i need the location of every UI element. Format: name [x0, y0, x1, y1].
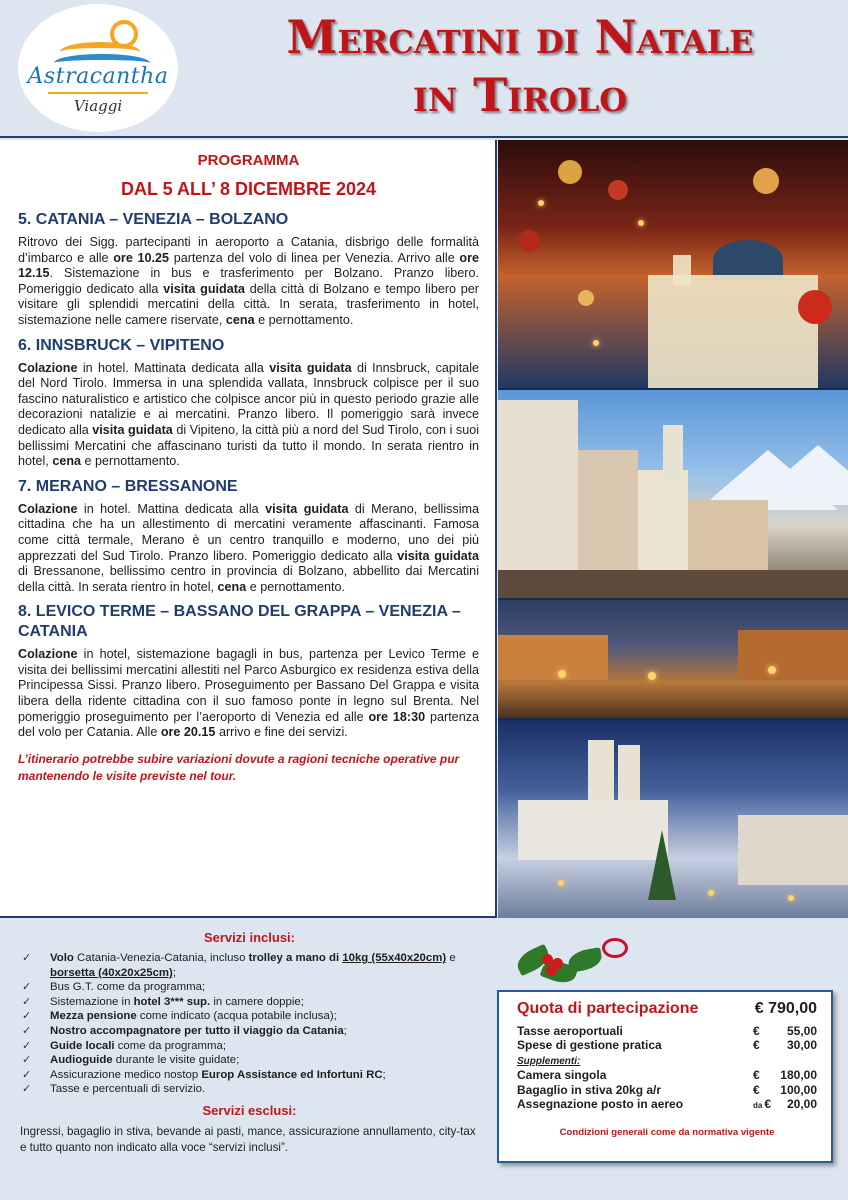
holly-berry-icon: [546, 965, 557, 976]
building-shape: [498, 635, 608, 680]
bold-text: visita guidata: [92, 422, 173, 437]
price-label: Camera singola: [517, 1068, 607, 1083]
building-shape: [578, 450, 638, 570]
price-row: [517, 1024, 817, 1038]
day-description: [18, 361, 479, 470]
text-run: ;: [343, 1024, 347, 1037]
light-shape: [638, 220, 644, 226]
logo-divider: [48, 92, 148, 94]
service-item: [20, 1009, 479, 1024]
light-shape: [593, 340, 599, 346]
price-label: Assegnazione posto in aereo: [517, 1096, 684, 1111]
day-item: [18, 602, 479, 741]
program-heading: PROGRAMMA: [197, 152, 300, 169]
currency-symbol: €: [753, 1068, 760, 1083]
logo-subtitle: Viaggi: [73, 97, 123, 115]
price-amount: 55,00: [786, 1024, 817, 1038]
price-row: [517, 1068, 817, 1082]
price-value: [753, 1024, 817, 1038]
currency-symbol: €: [764, 1096, 772, 1111]
text-run: . Sistemazione in bus e trasferimento per Bolzano. Pranzo libero. Pomeriggio dedicato alla: [18, 266, 479, 296]
bold-text: Colazione: [18, 647, 78, 662]
price-row: [517, 1038, 817, 1052]
text-run: partenza del volo per Catania. Alle: [18, 709, 479, 740]
text-run: Tasse e percentuali di servizio.: [50, 1083, 206, 1096]
text-run: Catania-Venezia-Catania, incluso: [73, 952, 249, 964]
photo-column: [498, 140, 848, 918]
program-dates: DAL 5 ALL’ 8 DICEMBRE 2024: [120, 179, 377, 199]
building-shape: [688, 500, 768, 570]
price-amount: 100,00: [780, 1082, 817, 1097]
itinerary-note: L’itinerario potrebbe subire variazioni dovute a ragioni tecniche operative pur mantenendo le visite previste nel tour.: [18, 751, 460, 783]
day-item: [18, 336, 479, 470]
text-run: e: [446, 952, 456, 964]
price-row: [517, 1083, 817, 1097]
bold-text: Guide locali: [50, 1039, 115, 1052]
bold-text: borsetta (40x20x25cm): [50, 966, 173, 979]
day-title: 5. CATANIA – VENEZIA – BOLZANO: [18, 211, 289, 228]
price-currency: [753, 1068, 760, 1082]
text-run: in camere doppie;: [210, 995, 304, 1008]
text-run: della città di Bolzano e tempo libero per visitare gli splendidi mercatini della città. In serata, trasferimento in hotel, sistemazione nelle camere riservate,: [18, 281, 479, 327]
day-description: [18, 502, 479, 596]
text-run: come indicato (acqua potabile inclusa);: [136, 1010, 337, 1023]
text-run: di Merano, bellissima cittadina che ha un allestimento di mercatini veramente affascinanti. Famosa come città termale, Merano è un centro tranquillo e moderno, uno dei più apprezzati del Sud Tirolo. Pranzo libero. Pomeriggio dedicato alla: [18, 501, 480, 563]
text-run: Sistemazione in: [50, 995, 134, 1008]
service-item: [20, 1039, 479, 1054]
supplements-heading: Supplementi:: [517, 1056, 581, 1068]
price-value: [753, 1038, 817, 1052]
ornament-shape: [798, 290, 832, 324]
service-item: [20, 1068, 479, 1083]
bold-text: visita guidata: [163, 281, 245, 296]
ornament-shape: [518, 230, 540, 252]
tower-shape: [673, 255, 691, 285]
text-run: ;: [172, 966, 177, 979]
price-label: Bagaglio in stiva 20kg a/r: [517, 1082, 662, 1097]
text-run: partenza del volo di linea per Venezia. Arrivo alle: [169, 250, 460, 265]
bold-text: Mezza pensione: [50, 1010, 137, 1023]
bold-text: 10kg (55x40x20cm): [342, 952, 447, 964]
bold-text: Europ Assistance ed Infortuni RC: [201, 1068, 383, 1081]
bold-text: ore 12.15: [18, 250, 479, 281]
service-item: [20, 995, 479, 1010]
price-currency: [753, 1097, 771, 1113]
price-currency: [753, 1024, 760, 1038]
currency-symbol: €: [753, 1038, 760, 1053]
building-shape: [498, 400, 578, 570]
price-amount: 30,00: [786, 1038, 817, 1053]
photo-innsbruck: [498, 390, 848, 598]
bold-text: cena: [225, 312, 255, 327]
text-run: come da programma;: [114, 1039, 226, 1052]
bold-text: trolley a mano di: [248, 952, 343, 964]
header: [0, 0, 848, 138]
building-shape: [648, 275, 818, 388]
building-shape: [738, 630, 848, 680]
supplements-list: [517, 1068, 817, 1113]
service-item: [20, 1024, 479, 1039]
light-shape: [558, 670, 566, 678]
ornament-shape: [558, 160, 582, 184]
bold-text: hotel 3*** sup.: [133, 995, 211, 1008]
price-value: [753, 1068, 817, 1082]
photo-bressanone: [498, 720, 848, 918]
building-shape: [518, 800, 668, 860]
text-run: di Bressanone, bellissimo centro in provincia di Bolzano, abbellito dai Mercatini della città. In serata rientro in hotel,: [18, 564, 479, 594]
price-currency: [753, 1083, 760, 1097]
price-prefix: da: [753, 1100, 763, 1110]
light-shape: [788, 895, 794, 901]
services-included-heading: Servizi inclusi:: [203, 930, 296, 945]
text-run: di Innsbruck, capitale del Nord Tirolo. Immersa in una splendida vallata, Innsbruck colpisce per il suo fascino naturalistico e artistico che colpisce ancor più in questo periodo grazie alle decorazioni natalizie e ai mercatini. Pranzo libero. Il pomeriggio sarà invece dedicato alla: [18, 360, 479, 437]
holly-leaf-icon: [567, 947, 604, 973]
day-item: [18, 210, 479, 329]
bow-icon: [602, 938, 628, 958]
conditions-note: Condizioni generali come da normativa vigente: [559, 1127, 775, 1139]
currency-symbol: €: [753, 1024, 760, 1038]
price-row: [517, 1097, 817, 1113]
text-run: Assicurazione medico nostop: [50, 1068, 202, 1081]
quote-price: € 790,00: [754, 1000, 817, 1017]
quote-label: Quota di partecipazione: [517, 1000, 699, 1017]
dome-shape: [713, 240, 783, 280]
tower-shape: [663, 425, 683, 485]
text-run: e pernottamento.: [81, 454, 180, 469]
page-title: [200, 8, 840, 124]
bold-text: visita guidata: [265, 501, 349, 516]
services-section: [0, 920, 497, 1200]
light-shape: [768, 666, 776, 674]
light-shape: [538, 200, 544, 206]
text-run: Bus G.T. come da programma;: [50, 981, 206, 994]
street-shape: [498, 570, 848, 598]
building-shape: [638, 470, 688, 570]
price-amount: 180,00: [780, 1068, 817, 1083]
price-amount: 20,00: [786, 1096, 817, 1111]
building-shape: [738, 815, 848, 885]
astracantha-logo: [18, 4, 178, 132]
price-value: [753, 1083, 817, 1097]
price-label: Tasse aeroportuali: [517, 1024, 623, 1038]
light-shape: [558, 880, 564, 886]
services-included-list: [20, 951, 479, 1097]
light-shape: [708, 890, 714, 896]
ornament-shape: [578, 290, 594, 306]
text-run: ;: [382, 1068, 386, 1081]
day-description: [18, 235, 479, 329]
price-label: Spese di gestione pratica: [517, 1038, 662, 1053]
text-run: in hotel. Mattinata dedicata alla: [77, 360, 270, 375]
holly-decoration: [508, 932, 638, 992]
title-line-2: in Tirolo: [412, 68, 628, 122]
bold-text: cena: [52, 454, 82, 469]
day-item: [18, 477, 479, 596]
services-excluded-heading: Servizi esclusi:: [202, 1102, 297, 1118]
photo-bolzano-market: [498, 140, 848, 388]
quote-main-row: [517, 1000, 817, 1018]
text-run: di Vipiteno, la città più a nord del Sud Tirolo, con i suoi bellissimi Mercatini che affascinano turisti da tutto il mondo. In serata rientro in hotel,: [18, 422, 480, 469]
day-title: 6. INNSBRUCK – VIPITENO: [18, 336, 225, 354]
bold-text: cena: [217, 579, 247, 594]
text-run: arrivo e fine dei servizi.: [215, 725, 348, 740]
text-run: in hotel, sistemazione bagagli in bus, partenza per Levico Terme e visita dei bellissimi mercatini allestiti nel Parco Asburgico ex residenza estiva della Principessa Sissi. Pranzo libero. Proseguimento per Bassano Del Grappa e visita libera della ridente cittadina con il suo famoso ponte in legno sul Brenta. Nel pomeriggio proseguimento per l’aeroporto di Venezia ed alle: [18, 647, 479, 724]
bold-text: ore 20.15: [160, 725, 216, 740]
quote-box: [497, 990, 833, 1163]
service-item: [20, 1082, 479, 1097]
price-value: [753, 1097, 817, 1113]
christmas-tree-shape: [648, 830, 676, 900]
title-line-1: Mercatini di Natale: [286, 10, 754, 64]
bold-text: Colazione: [18, 360, 78, 375]
bold-text: visita guidata: [397, 548, 479, 563]
service-item: [20, 951, 479, 980]
services-excluded-text: Ingressi, bagaglio in stiva, bevande ai pasti, mance, assicurazione annullamento, city-tax e tutto quanto non indicato alla voce “servizi inclusi”.: [20, 1124, 476, 1154]
mountain-shape: [748, 445, 848, 505]
text-run: e pernottamento.: [246, 579, 345, 594]
bold-text: visita guidata: [269, 360, 352, 375]
text-run: Ritrovo dei Sigg. partecipanti in aeroporto a Catania, disbrigo delle formalità d’imbarco e alle: [18, 235, 479, 265]
bold-text: Colazione: [18, 501, 78, 516]
bold-text: Audioguide: [50, 1054, 113, 1067]
bold-text: ore 10.25: [113, 250, 170, 265]
bold-text: Volo: [50, 952, 74, 964]
service-item: [20, 980, 479, 995]
text-run: durante le visite guidate;: [112, 1054, 240, 1067]
day-description: [18, 647, 479, 741]
ornament-shape: [753, 168, 779, 194]
logo-name: Astracantha: [27, 64, 169, 89]
bold-text: Nostro accompagnatore per tutto il viaggio da Catania: [50, 1024, 344, 1037]
price-currency: [753, 1038, 760, 1052]
day-title: 8. LEVICO TERME – BASSANO DEL GRAPPA – VENEZIA – CATANIA: [18, 603, 461, 641]
text-run: in hotel. Mattina dedicata alla: [77, 501, 266, 516]
day-title: 7. MERANO – BRESSANONE: [18, 477, 238, 495]
days-list: [18, 210, 479, 741]
fees-list: [517, 1024, 817, 1052]
text-run: e pernottamento.: [254, 312, 354, 327]
service-item: [20, 1053, 479, 1068]
photo-merano: [498, 600, 848, 718]
bold-text: ore 18:30: [368, 709, 426, 724]
program-section: [0, 140, 497, 918]
light-shape: [648, 672, 656, 680]
currency-symbol: €: [753, 1082, 760, 1097]
ornament-shape: [608, 180, 628, 200]
